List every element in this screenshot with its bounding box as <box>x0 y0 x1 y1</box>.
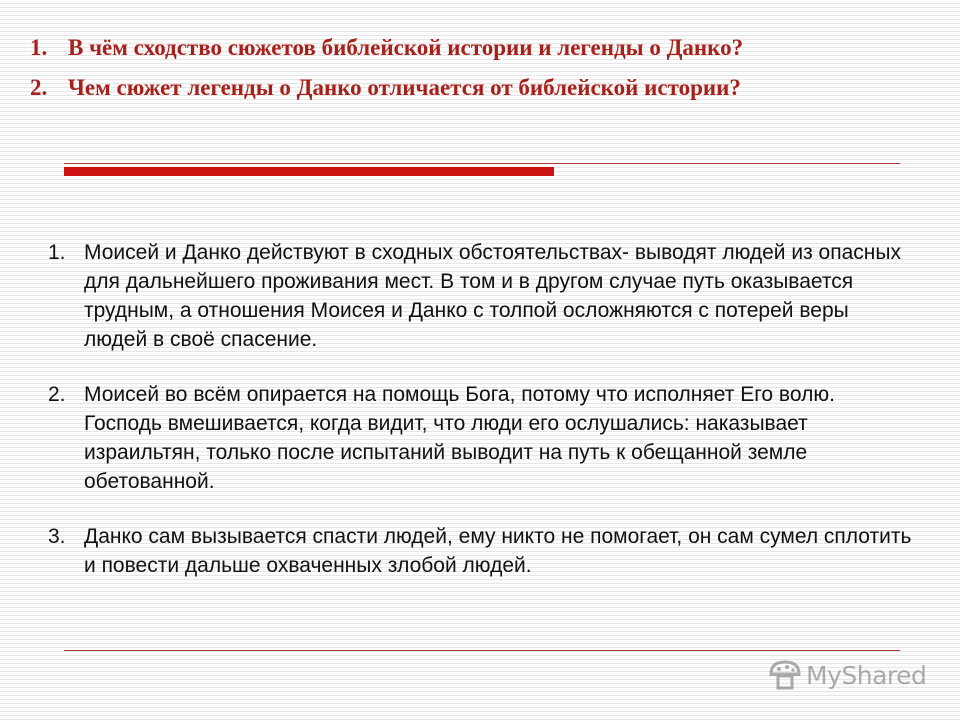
answer-number: 1. <box>48 241 66 264</box>
question-number: 2. <box>30 75 48 100</box>
answer-item <box>44 522 914 580</box>
answers-list <box>44 238 914 606</box>
questions-list <box>30 28 930 108</box>
accent-bar <box>64 167 554 176</box>
answer-number: 2. <box>48 383 66 406</box>
answer-text: Моисей и Данко действуют в сходных обстоятельствах- выводят людей из опасных для дальнейшего проживания мест. В том и в другом случае путь оказывается трудным, а отношения Моисея и Данко с толпой осложняются с потерей веры людей в своё спасение. <box>84 241 901 351</box>
question-item <box>30 28 930 68</box>
answer-item <box>44 238 914 354</box>
answer-text: Моисей во всём опирается на помощь Бога, потому что исполняет Его волю. Господь вмешивается, когда видит, что люди его ослушались: наказывает израильтян, только после испытаний выводит на путь к обещанной земле обетованной. <box>84 383 835 493</box>
question-item <box>30 68 930 108</box>
question-text: Чем сюжет легенды о Данко отличается от библейской истории? <box>68 75 741 100</box>
divider-line-top <box>64 163 900 164</box>
watermark-text: MyShared <box>806 660 927 690</box>
question-number: 1. <box>30 35 48 60</box>
question-text: В чём сходство сюжетов библейской истории и легенды о Данко? <box>68 35 744 60</box>
answer-text: Данко сам вызывается спасти людей, ему никто не помогает, он сам сумел сплотить и повести дальше охваченных злобой людей. <box>84 525 912 577</box>
answer-number: 3. <box>48 525 66 548</box>
answer-item <box>44 380 914 496</box>
watermark[interactable] <box>768 657 926 693</box>
divider-line-bottom <box>64 650 900 651</box>
mushroom-logo-icon <box>768 659 802 691</box>
